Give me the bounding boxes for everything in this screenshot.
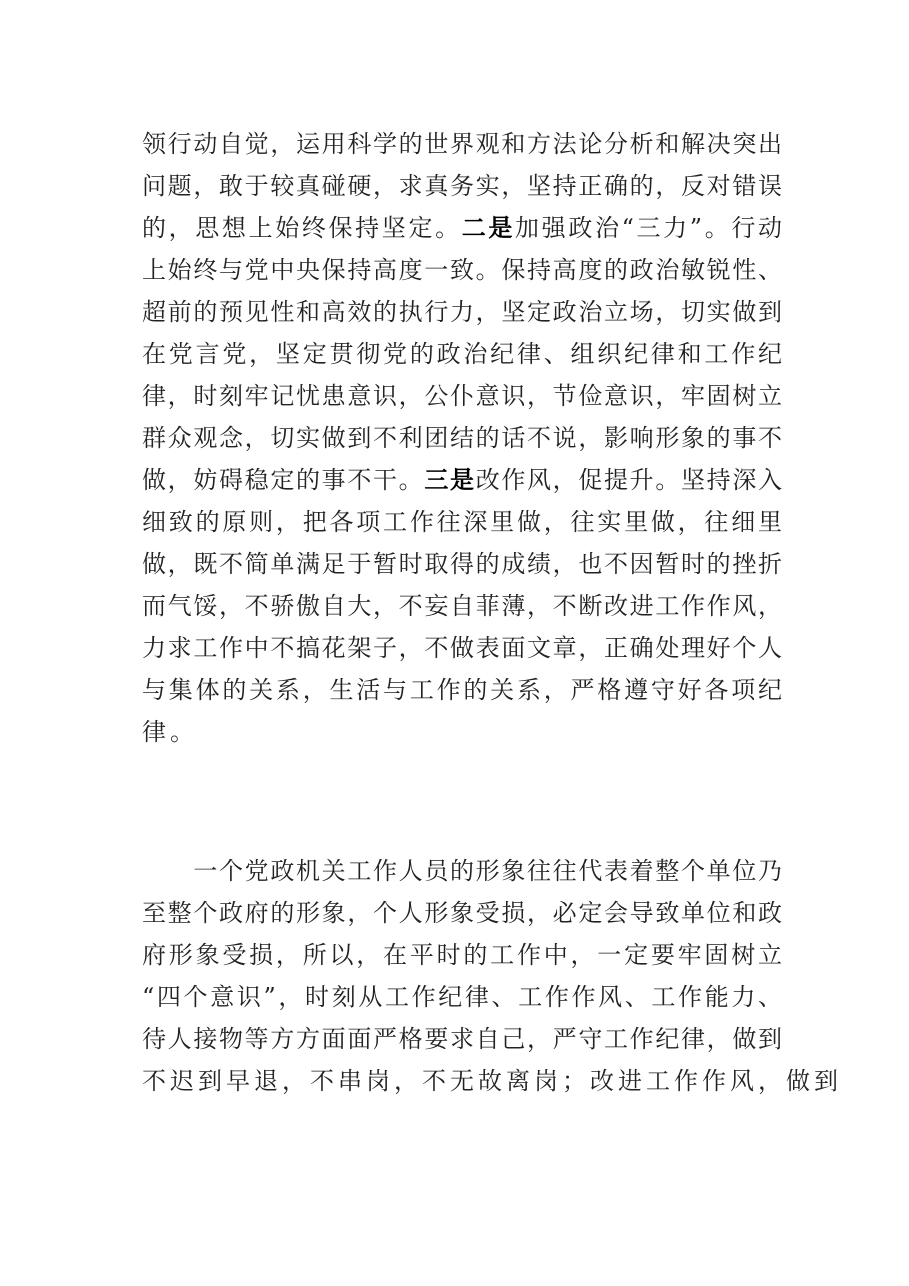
text-run: 待人接物等方方面面严格要求自己，严守工作纪律，做到 (142, 1025, 782, 1053)
text-run: 问题，敢于较真碰硬，求真务实，坚持正确的，反对错误 (142, 172, 782, 200)
text-run: 一个党政机关工作人员的形象往往代表着整个单位乃 (142, 857, 782, 885)
text-line (142, 249, 782, 291)
paragraph-2 (142, 850, 842, 1102)
text-run: 改作风，促提升。坚持深入 (475, 466, 783, 494)
text-line (142, 711, 782, 753)
text-line (142, 417, 782, 459)
text-line (142, 669, 782, 711)
text-line (142, 934, 782, 976)
text-line (142, 976, 782, 1018)
text-line (142, 165, 782, 207)
text-run: 上始终与党中央保持高度一致。保持高度的政治敏锐性、 (142, 256, 782, 284)
text-line (142, 459, 782, 501)
text-run: 细致的原则，把各项工作往深里做，往实里做，往细里 (142, 508, 782, 536)
text-run: 律。 (142, 718, 198, 746)
text-run: 领行动自觉，运用科学的世界观和方法论分析和解决突出 (142, 130, 782, 158)
text-line (142, 850, 782, 892)
text-run: “四个意识”，时刻从工作纪律、工作作风、工作能力、 (142, 983, 782, 1011)
paragraph-1 (142, 123, 782, 753)
text-line (142, 501, 782, 543)
text-line (142, 627, 782, 669)
text-run: 律，时刻牢记忧患意识，公仆意识，节俭意识，牢固树立 (142, 382, 782, 410)
text-line (142, 375, 782, 417)
text-line (142, 1060, 842, 1102)
text-line (142, 1018, 782, 1060)
emphasis-label: 二是 (461, 213, 516, 242)
text-line (142, 207, 782, 249)
text-run: 超前的预见性和高效的执行力，坚定政治立场，切实做到 (142, 298, 782, 326)
text-run: 群众观念，切实做到不利团结的话不说，影响形象的事不 (142, 424, 782, 452)
text-run: 的，思想上始终保持坚定。 (142, 214, 462, 242)
text-run: 与集体的关系，生活与工作的关系，严格遵守好各项纪 (142, 676, 782, 704)
text-run: 在党言党，坚定贯彻党的政治纪律、组织纪律和工作纪 (142, 340, 782, 368)
text-run: 做，妨碍稳定的事不干。 (142, 466, 425, 494)
text-line (142, 123, 782, 165)
text-line (142, 585, 782, 627)
text-run: 至整个政府的形象，个人形象受损，必定会导致单位和政 (142, 899, 782, 927)
text-run: 做，既不简单满足于暂时取得的成绩，也不因暂时的挫折 (142, 550, 782, 578)
text-run: 不迟到早退，不串岗，不无故离岗；改进工作作风，做到 (142, 1067, 842, 1095)
emphasis-label: 三是 (424, 465, 476, 494)
text-run: 府形象受损，所以，在平时的工作中，一定要牢固树立 (142, 941, 782, 969)
text-run: 而气馁，不骄傲自大，不妄自菲薄，不断改进工作作风， (142, 592, 782, 620)
text-line (142, 291, 782, 333)
text-line (142, 333, 782, 375)
text-line (142, 892, 782, 934)
text-run: 力求工作中不搞花架子，不做表面文章，正确处理好个人 (142, 634, 782, 662)
text-line (142, 543, 782, 585)
text-run: 加强政治“三力”。行动 (515, 214, 783, 242)
